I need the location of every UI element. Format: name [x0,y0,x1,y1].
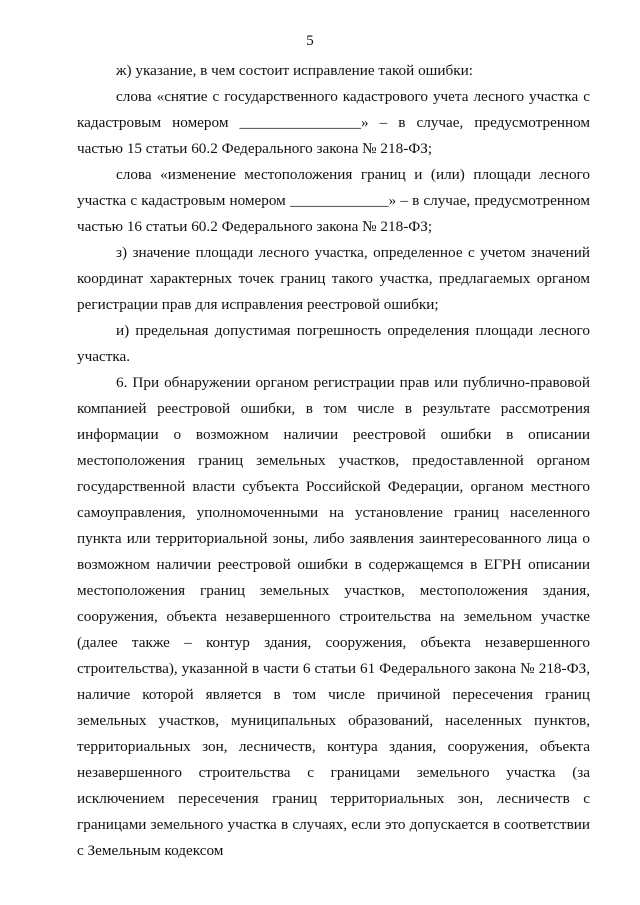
paragraph-zh: ж) указание, в чем состоит исправление такой ошибки: [116,62,473,79]
paragraph-z: з) значение площади лесного участка, определенное с учетом значений координат характерных точек границ такого участка, предлагаемых органом регистрации прав для исправления реестровой ошибки; [77,244,590,313]
paragraph-i: и) предельная допустимая погрешность определения площади лесного участка. [77,322,590,365]
paragraph-6: 6. При обнаружении органом регистрации прав или публично-правовой компанией реестровой ошибки, в том числе в результате рассмотрения информации о возможном наличии реестровой ошибки в описании местоположения границ земельных участков, предоставленной органом государственной власти субъекта Российской Федерации, органом местного самоуправления, уполномоченными на установление границ населенного пункта или территориальной зоны, либо заявления заинтересованного лица о возможном наличии реестровой ошибки в содержащемся в ЕГРН описании местоположения границ земельных участков, местоположения здания, сооружения, объекта незавершенного строительства на земельном участке (далее также – контур здания, сооружения, объекта незавершенного строительства), указанной в части 6 статьи 61 Федерального закона № 218-ФЗ, наличие которой является в том числе причиной пересечения границ земельных участков, муниципальных образований, населенных пунктов, территориальных зон, лесничеств, контура здания, сооружения, объекта незавершенного строительства с границами земельного участка (за исключением пересечения границ территориальных зон, лесничеств с границами земельного участка в случаях, если это допускается в соответствии с Земельным кодексом [77,374,590,859]
document-body [77,58,590,864]
paragraph-wording-change: слова «изменение местоположения границ и (или) площади лесного участка с кадастровым номером _____________» – в случае, предусмотренном частью 16 статьи 60.2 Федерального закона № 218-ФЗ; [77,166,590,235]
paragraph-wording-removal: слова «снятие с государственного кадастрового учета лесного участка с кадастровым номером ________________» – в случае, предусмотренном частью 15 статьи 60.2 Федерального закона № 218-ФЗ; [77,88,590,157]
page-number: 5 [306,33,314,49]
